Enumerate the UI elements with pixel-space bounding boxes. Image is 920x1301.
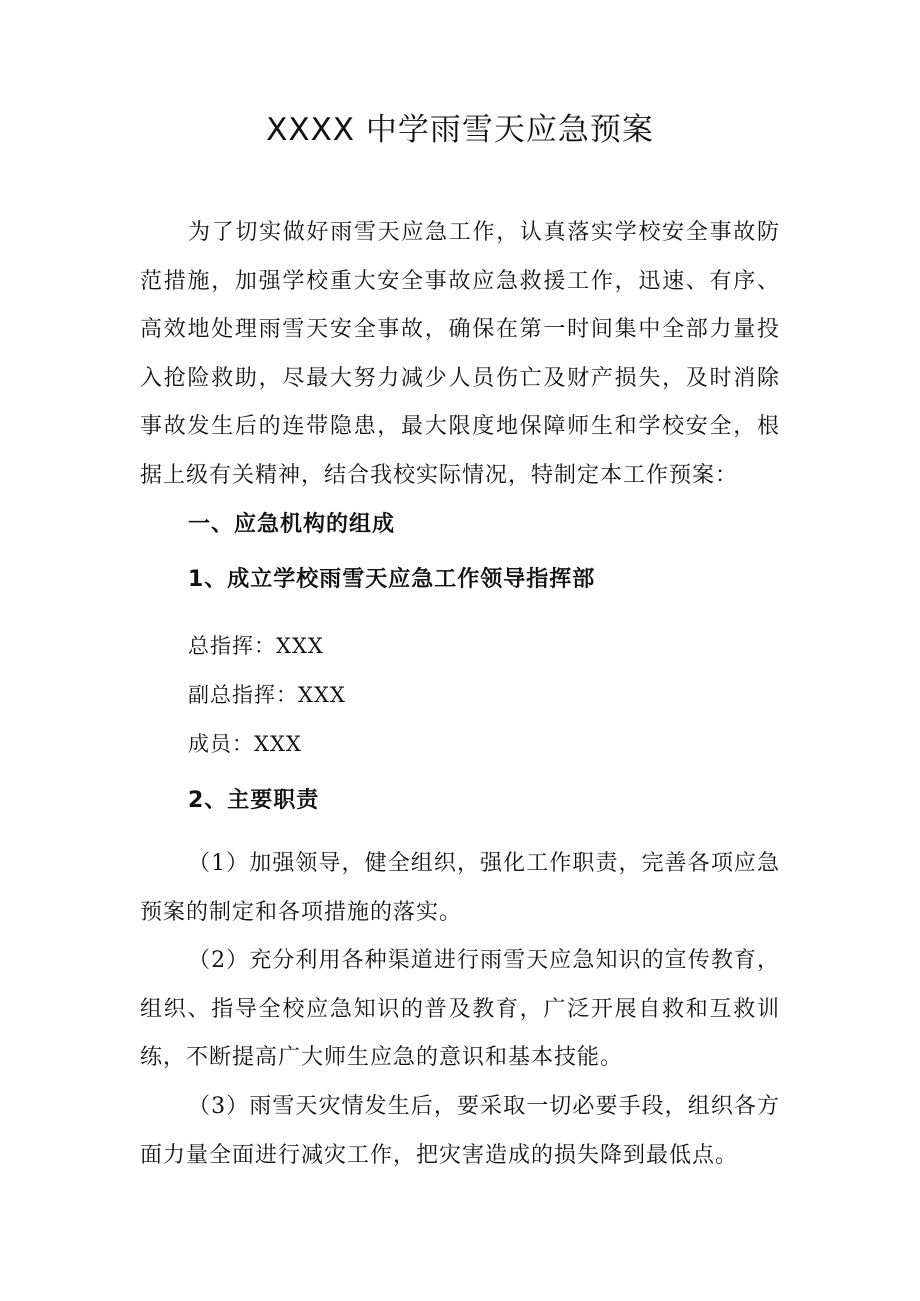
member-deputy-commander: 副总指挥：XXX bbox=[188, 683, 346, 707]
subsection-heading-command: 1、成立学校雨雪天应急工作领导指挥部 bbox=[188, 567, 596, 592]
document-title: XXXX 中学雨雪天应急预案 bbox=[266, 112, 654, 148]
duty-item-2: （2）充分利用各种渠道进行雨雪天应急知识的宣传教育，组织、指导全校应急知识的普及教育，广泛开展自救和互救训练，不断提高广大师生应急的意识和基本技能。 bbox=[140, 948, 780, 1070]
intro-paragraph: 为了切实做好雨雪天应急工作，认真落实学校安全事故防范措施，加强学校重大安全事故应急救援工作，迅速、有序、高效地处理雨雪天安全事故，确保在第一时间集中全部力量投入抢险救助，尽最大努力减少人员伤亡及财产损失，及时消除事故发生后的连带隐患，最大限度地保障师生和学校安全，根据上级有关精神，结合我校实际情况，特制定本工作预案： bbox=[140, 220, 780, 488]
duty-item-3: （3）雨雪天灾情发生后，要采取一切必要手段，组织各方面力量全面进行减灾工作，把灾害造成的损失降到最低点。 bbox=[140, 1094, 780, 1168]
duty-item-1: （1）加强领导，健全组织，强化工作职责，完善各项应急预案的制定和各项措施的落实。 bbox=[140, 851, 780, 925]
member-commander: 总指挥：XXX bbox=[188, 634, 324, 658]
subsection-heading-duties: 2、主要职责 bbox=[188, 788, 320, 813]
section-heading-organization: 一、应急机构的组成 bbox=[188, 512, 396, 537]
member-members: 成员：XXX bbox=[188, 732, 302, 756]
